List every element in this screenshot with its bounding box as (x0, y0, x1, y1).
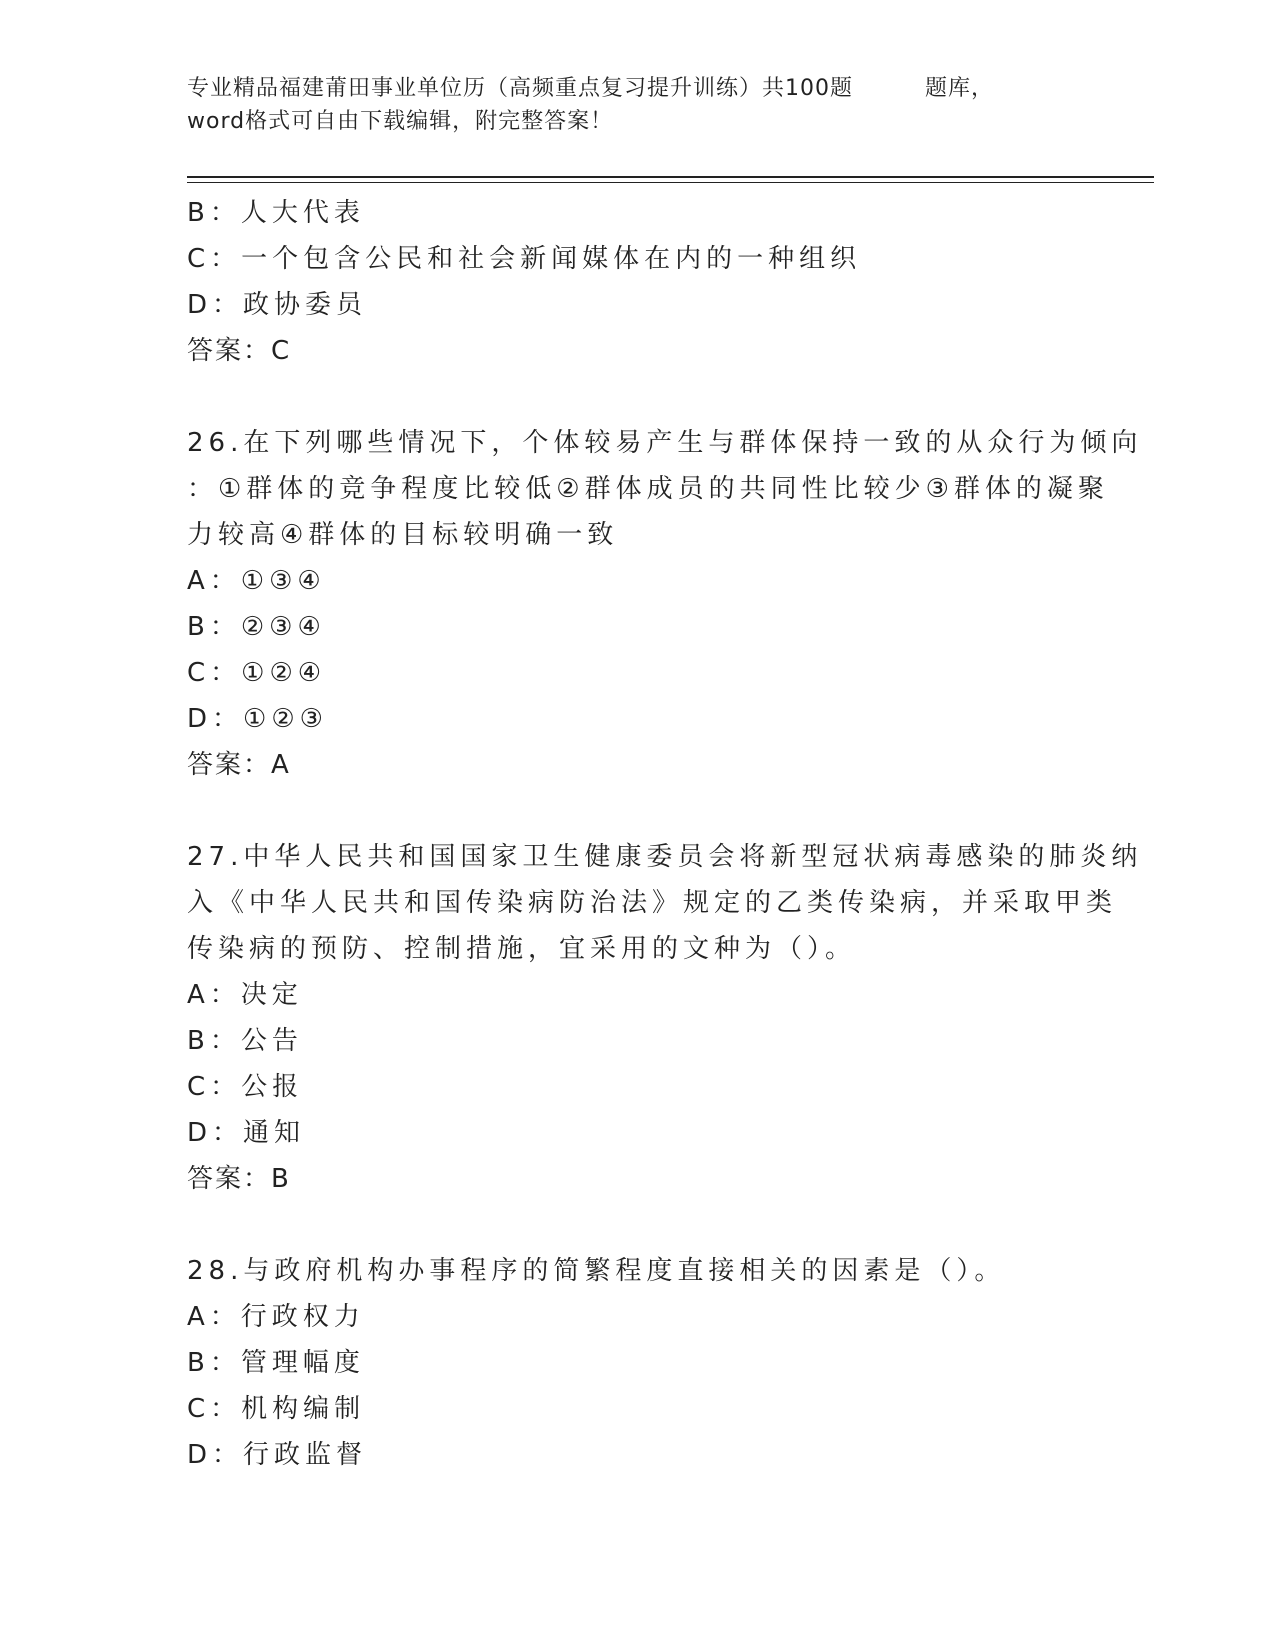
question-stem: 26.在下列哪些情况下，个体较易产生与群体保持一致的从众行为倾向 (187, 428, 1143, 458)
question-25-block (187, 190, 1087, 374)
option-c: C：机构编制 (187, 1394, 366, 1424)
question-stem: 27.中华人民共和国国家卫生健康委员会将新型冠状病毒感染的肺炎纳 (187, 842, 1143, 872)
option-a: A：①③④ (187, 566, 326, 596)
option-c: C：公报 (187, 1072, 304, 1102)
option-c: C：一个包含公民和社会新闻媒体在内的一种组织 (187, 244, 862, 274)
question-26-block (187, 420, 1143, 788)
question-stem: 28.与政府机构办事程序的简繁程度直接相关的因素是（）。 (187, 1256, 1006, 1286)
question-stem: 传染病的预防、控制措施，宜采用的文种为（）。 (187, 934, 857, 964)
answer: 答案：B (187, 1164, 291, 1194)
question-28-block (187, 1248, 1087, 1478)
option-d: D：①②③ (187, 704, 328, 734)
header-title-suffix: 题库， (925, 76, 995, 101)
option-b: B：公告 (187, 1026, 303, 1056)
header-divider-thin (187, 182, 1154, 183)
option-d: D：通知 (187, 1118, 306, 1148)
question-stem: 入《中华人民共和国传染病防治法》规定的乙类传染病，并采取甲类 (187, 888, 1118, 918)
option-a: A：决定 (187, 980, 303, 1010)
option-a: A：行政权力 (187, 1302, 365, 1332)
header-line-2: word格式可自由下载编辑，附完整答案！ (187, 109, 614, 134)
header-divider-thick (187, 176, 1154, 178)
option-c: C：①②④ (187, 658, 327, 688)
header-title: 专业精品福建莆田事业单位历（高频重点复习提升训练）共100题 (187, 76, 853, 101)
option-d: D：政协委员 (187, 290, 368, 320)
header-line-1 (187, 72, 1067, 105)
option-b: B：②③④ (187, 612, 326, 642)
option-b: B：人大代表 (187, 198, 365, 228)
question-content (187, 190, 1143, 1478)
page-header (187, 72, 1067, 138)
option-b: B：管理幅度 (187, 1348, 365, 1378)
question-27-block (187, 834, 1143, 1202)
option-d: D：行政监督 (187, 1440, 368, 1470)
question-stem: 力较高④群体的目标较明确一致 (187, 520, 619, 550)
question-stem: ：①群体的竞争程度比较低②群体成员的共同性比较少③群体的凝聚 (187, 474, 1109, 504)
answer: 答案：C (187, 336, 292, 366)
answer: 答案：A (187, 750, 291, 780)
